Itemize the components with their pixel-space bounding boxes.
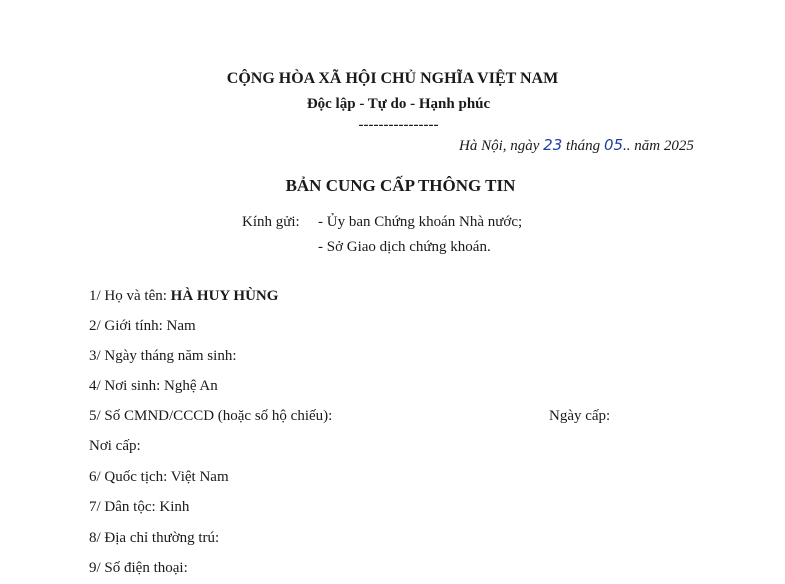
- date-year-label: .. năm 2025: [623, 138, 694, 154]
- nation-header: CỘNG HÒA XÃ HỘI CHỦ NGHĨA VIỆT NAM: [226, 70, 559, 87]
- field-issue-place: Nơi cấp:: [89, 438, 141, 454]
- field-id-number: 5/ Số CMND/CCCD (hoặc số hộ chiếu):: [89, 408, 333, 424]
- date-line: [459, 136, 694, 155]
- field-address: 8/ Địa chỉ thường trú:: [89, 530, 220, 546]
- separator-line: ----------------: [358, 117, 439, 133]
- field-nationality: 6/ Quốc tịch: Việt Nam: [89, 469, 229, 485]
- recipient-item: - Sở Giao dịch chứng khoán.: [318, 239, 491, 255]
- field-name: [89, 288, 278, 305]
- field-name-label: 1/ Họ và tên:: [89, 288, 171, 304]
- field-name-value: HÀ HUY HÙNG: [170, 288, 279, 304]
- field-gender: 2/ Giới tính: Nam: [89, 318, 196, 334]
- field-phone: 9/ Số điện thoại:: [89, 560, 188, 576]
- field-ethnicity: 7/ Dân tộc: Kinh: [89, 499, 190, 515]
- field-issue-date: Ngày cấp:: [549, 408, 611, 424]
- recipient-label: Kính gửi:: [242, 214, 300, 230]
- field-dob: 3/ Ngày tháng năm sinh:: [89, 348, 237, 364]
- date-prefix: Hà Nội, ngày: [459, 138, 544, 154]
- document-title: BẢN CUNG CẤP THÔNG TIN: [285, 176, 516, 195]
- handwritten-month: 05: [603, 136, 624, 154]
- motto: Độc lập - Tự do - Hạnh phúc: [306, 96, 491, 112]
- date-month-label: tháng: [562, 138, 604, 154]
- handwritten-day: 23: [543, 136, 563, 154]
- recipient-item: - Ủy ban Chứng khoán Nhà nước;: [318, 214, 523, 230]
- field-birthplace: 4/ Nơi sinh: Nghệ An: [89, 378, 218, 394]
